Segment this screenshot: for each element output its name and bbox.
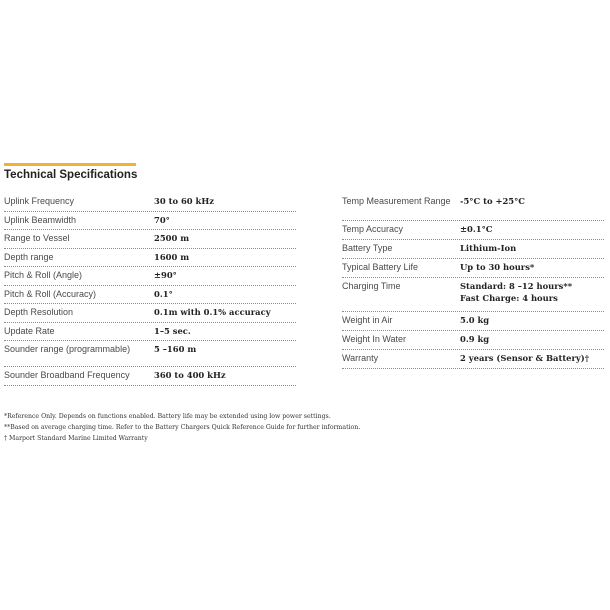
footnotes xyxy=(4,411,360,444)
spec-label: Uplink Beamwidth xyxy=(4,214,77,225)
spec-label: Range to Vessel xyxy=(4,233,70,243)
spec-value xyxy=(154,341,196,355)
spec-value-line: 0.1m with 0.1% accuracy xyxy=(154,307,271,317)
spec-label: Weight In Water xyxy=(342,334,407,344)
spec-value-line: Fast Charge: 4 hours xyxy=(460,293,558,303)
footnote: † Marport Standard Marine Limited Warranty xyxy=(4,435,148,442)
spec-label: Temp Accuracy xyxy=(342,224,404,234)
spec-label: Warranty xyxy=(342,353,379,363)
spec-row xyxy=(4,212,296,231)
spec-label: Depth Resolution xyxy=(4,307,74,317)
section-heading: Technical Specifications xyxy=(4,169,138,181)
spec-label: Uplink Frequency xyxy=(4,196,75,206)
spec-value xyxy=(460,240,516,254)
spec-value-line: Up to 30 hours* xyxy=(460,262,535,272)
spec-row xyxy=(342,259,604,278)
spec-value-line: 5.0 kg xyxy=(460,315,490,325)
spec-label: Battery Type xyxy=(342,243,393,253)
spec-value xyxy=(460,278,572,304)
spec-label: Sounder Broadband Frequency xyxy=(4,370,130,380)
spec-value-line: 360 to 400 kHz xyxy=(154,370,226,380)
spec-value xyxy=(460,259,534,273)
spec-value-line: 1600 m xyxy=(154,251,190,262)
spec-row xyxy=(4,230,296,249)
spec-value-line: 5 –160 m xyxy=(154,344,197,354)
spec-row xyxy=(342,278,604,312)
spec-row xyxy=(4,286,296,305)
spec-value-line: 0.9 kg xyxy=(460,334,490,344)
spec-row xyxy=(342,193,604,221)
spec-value xyxy=(460,193,525,207)
spec-value xyxy=(154,323,191,337)
spec-value-line: 0.1° xyxy=(154,288,173,299)
spec-value xyxy=(154,367,226,381)
spec-row xyxy=(342,240,604,259)
spec-value xyxy=(460,331,489,345)
spec-row xyxy=(342,350,604,369)
spec-row xyxy=(4,323,296,342)
spec-value xyxy=(154,286,173,300)
spec-row xyxy=(4,249,296,268)
spec-value xyxy=(154,249,189,263)
footnote: *Reference Only. Depends on functions enabled. Battery life may be extended using low power settings. xyxy=(4,413,331,420)
spec-value-line: Standard: 8 –12 hours** xyxy=(460,281,573,291)
spec-label: Depth range xyxy=(4,251,54,262)
spec-value xyxy=(154,230,189,244)
spec-label: Typical Battery Life xyxy=(342,262,419,272)
spec-value-line: 1–5 sec. xyxy=(154,325,191,336)
spec-label: Pitch & Roll (Angle) xyxy=(4,270,83,280)
spec-value xyxy=(154,212,170,226)
spec-row xyxy=(4,367,296,386)
spec-label: Charging Time xyxy=(342,281,401,291)
spec-row xyxy=(4,341,296,367)
spec-value xyxy=(460,221,492,235)
spec-value xyxy=(460,312,489,326)
spec-value-line: ±90° xyxy=(154,270,177,280)
spec-label: Weight in Air xyxy=(342,315,393,325)
spec-value xyxy=(154,193,214,207)
spec-value xyxy=(460,350,589,364)
footnote: **Based on average charging time. Refer to the Battery Chargers Quick Reference Guide for further information. xyxy=(4,424,361,431)
heading-accent-bar xyxy=(4,163,136,166)
spec-label: Temp Measurement Range xyxy=(342,196,451,206)
spec-value xyxy=(154,304,271,318)
spec-value-line: 30 to 60 kHz xyxy=(154,196,214,206)
spec-value-line: -5°C to +25°C xyxy=(460,196,525,206)
spec-value-line: Lithium-Ion xyxy=(460,243,517,253)
spec-row xyxy=(342,221,604,240)
spec-row xyxy=(342,312,604,331)
spec-value xyxy=(154,267,177,281)
spec-value-line: 2 years (Sensor & Battery)† xyxy=(460,353,590,363)
spec-value-line: 70° xyxy=(154,214,170,225)
spec-row xyxy=(4,193,296,212)
spec-label: Sounder range (programmable) xyxy=(4,344,131,354)
spec-row xyxy=(4,304,296,323)
right-spec-table xyxy=(342,193,604,369)
spec-row xyxy=(342,331,604,350)
spec-label: Pitch & Roll (Accuracy) xyxy=(4,288,97,299)
spec-row xyxy=(4,267,296,286)
spec-value-line: ±0.1°C xyxy=(460,224,493,234)
spec-value-line: 2500 m xyxy=(154,233,190,243)
spec-label: Update Rate xyxy=(4,325,55,336)
left-spec-table xyxy=(4,193,296,386)
